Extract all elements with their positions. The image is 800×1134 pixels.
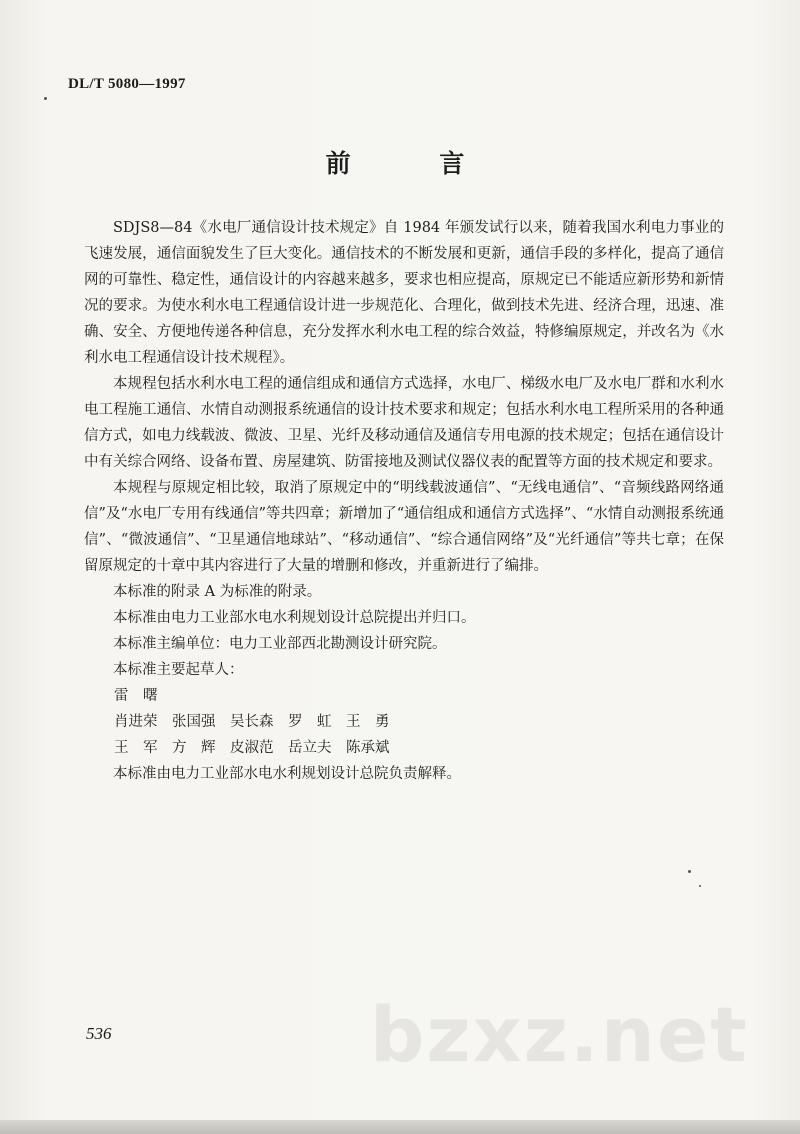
- paragraph-changes: 本规程与原规定相比较，取消了原规定中的“明线载波通信”、“无线电通信”、“音频线路网络通信”及“水电厂专用有线通信”等共四章；新增加了“通信组成和通信方式选择”、“水情自动测报系统通信”、“微波通信”、“卫星通信地球站”、“移动通信”、“综合通信网络”及“光纤通信”等共七章；在保留原规定的十章中其内容进行了大量的增删和修改，并重新进行了编排。: [84, 480, 724, 574]
- drafter-line: 王 军 方 辉 皮淑范 岳立夫 陈承斌: [114, 740, 390, 756]
- paragraph-interpretation: 本标准由电力工业部水电水利规划设计总院负责解释。: [113, 766, 461, 782]
- paragraph-intro: SDJS8—84《水电厂通信设计技术规定》自 1984 年颁发试行以来，随着我国水利电力事业的飞速发展，通信面貌发生了巨大变化。通信技术的不断发展和更新，通信手段的多样化，提高了通信网的可靠性、稳定性，通信设计的内容越来越多，要求也相应提高，原规定已不能适应新形势和新情况的要求。为使水利水电工程通信设计进一步规范化、合理化，做到技术先进、经济合理，迅速、准确、安全、方便地传递各种信息，充分发挥水利水电工程的综合效益，特修编原规定，并改名为《水利水电工程通信设计技术规程》。: [84, 220, 724, 366]
- site-watermark: bzxz.net: [370, 990, 749, 1079]
- paragraph-appendix: 本标准的附录 A 为标准的附录。: [113, 584, 322, 600]
- scan-speck: [44, 97, 47, 100]
- page-number: 536: [86, 1024, 112, 1043]
- paragraph-editor-unit: 本标准主编单位：电力工业部西北勘测设计研究院。: [113, 636, 447, 652]
- paragraph-proposer: 本标准由电力工业部水电水利规划设计总院提出并归口。: [113, 610, 476, 626]
- drafter-line: 肖进荣 张国强 吴长森 罗 虹 王 勇: [114, 714, 390, 730]
- scan-bottom-edge: [0, 1120, 800, 1134]
- drafter-line: 雷 曙: [114, 688, 158, 704]
- preface-body: [84, 215, 724, 787]
- paragraph-scope: 本规程包括水利水电工程的通信组成和通信方式选择，水电厂、梯级水电厂及水电厂群和水利水电工程施工通信、水情自动测报系统通信的设计技术要求和规定；包括水利水电工程所采用的各种通信方式，如电力线载波、微波、卫星、光纤及移动通信及通信专用电源的技术规定；包括在通信设计中有关综合网络、设备布置、房屋建筑、防雷接地及测试仪器仪表的配置等方面的技术规定和要求。: [84, 376, 724, 470]
- page-title: 前 言: [325, 149, 505, 178]
- scan-speck: [688, 870, 691, 873]
- scan-speck: [699, 885, 701, 887]
- standard-code: DL/T 5080—1997: [68, 76, 186, 92]
- paragraph-drafters-heading: 本标准主要起草人：: [113, 662, 244, 678]
